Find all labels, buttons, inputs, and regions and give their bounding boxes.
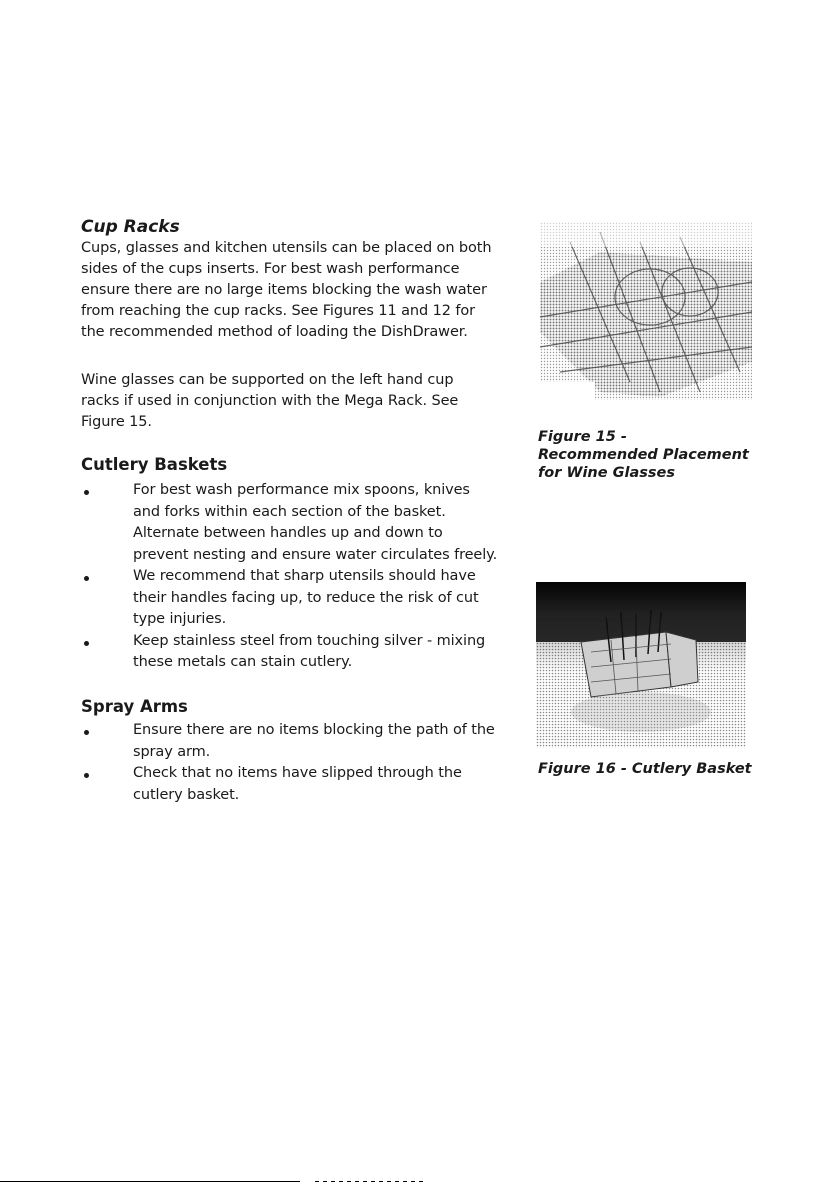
cutlery-baskets-list bbox=[81, 480, 551, 674]
text-line: Alternate between handles up and down to bbox=[133, 525, 443, 541]
text-line: sides of the cups inserts. For best wash performance bbox=[81, 261, 460, 277]
caption-line: Recommended Placement bbox=[538, 447, 749, 463]
bottom-dashed-rule bbox=[315, 1181, 425, 1182]
text-line: spray arm. bbox=[133, 743, 211, 760]
bullet-icon bbox=[84, 641, 89, 646]
figure-15-caption bbox=[538, 428, 749, 482]
text-line: For best wash performance mix spoons, knives bbox=[133, 482, 470, 498]
text-line: We recommend that sharp utensils should have bbox=[133, 568, 476, 584]
cutlery-basket-photo bbox=[536, 582, 746, 748]
cup-racks-heading: Cup Racks bbox=[81, 217, 180, 237]
text-line: Wine glasses can be supported on the left hand cup bbox=[81, 372, 454, 388]
text-line: their handles facing up, to reduce the risk of cut bbox=[133, 589, 479, 606]
bullet-icon bbox=[84, 730, 89, 735]
text-line: prevent nesting and ensure water circulates freely. bbox=[133, 546, 498, 563]
figure-16-caption: Figure 16 - Cutlery Basket bbox=[538, 761, 752, 777]
bullet-icon bbox=[84, 576, 89, 581]
cutlery-baskets-heading: Cutlery Baskets bbox=[81, 455, 228, 474]
text-line: cutlery basket. bbox=[133, 786, 240, 803]
spray-arms-list bbox=[81, 720, 551, 806]
bullet-icon bbox=[84, 490, 89, 495]
text-line: Check that no items have slipped through the bbox=[133, 765, 462, 781]
text-line: ensure there are no large items blocking the wash water bbox=[81, 282, 487, 298]
text-line: the recommended method of loading the DishDrawer. bbox=[81, 324, 468, 340]
text-line: these metals can stain cutlery. bbox=[133, 654, 353, 670]
text-line: Ensure there are no items blocking the path of the bbox=[133, 722, 495, 738]
list-item bbox=[81, 631, 551, 674]
list-item bbox=[81, 480, 551, 566]
list-item bbox=[81, 566, 551, 631]
wine-glass-rack-photo bbox=[540, 222, 752, 400]
cup-racks-paragraph-2 bbox=[81, 370, 526, 433]
list-item bbox=[81, 763, 551, 806]
caption-line: Figure 15 - bbox=[538, 429, 627, 445]
bottom-rule bbox=[0, 1181, 300, 1182]
bullet-icon bbox=[84, 773, 89, 778]
text-line: Cups, glasses and kitchen utensils can be placed on both bbox=[81, 240, 492, 256]
text-line: racks if used in conjunction with the Mega Rack. See bbox=[81, 393, 459, 409]
list-item bbox=[81, 720, 551, 763]
spray-arms-heading: Spray Arms bbox=[81, 697, 188, 716]
text-line: type injuries. bbox=[133, 611, 227, 627]
cup-racks-paragraph-1 bbox=[81, 238, 526, 343]
text-line: from reaching the cup racks. See Figures 11 and 12 for bbox=[81, 303, 476, 319]
text-line: Keep stainless steel from touching silver - mixing bbox=[133, 632, 486, 649]
text-line: and forks within each section of the basket. bbox=[133, 503, 446, 520]
caption-line: for Wine Glasses bbox=[538, 465, 676, 481]
text-line: Figure 15. bbox=[81, 414, 152, 430]
